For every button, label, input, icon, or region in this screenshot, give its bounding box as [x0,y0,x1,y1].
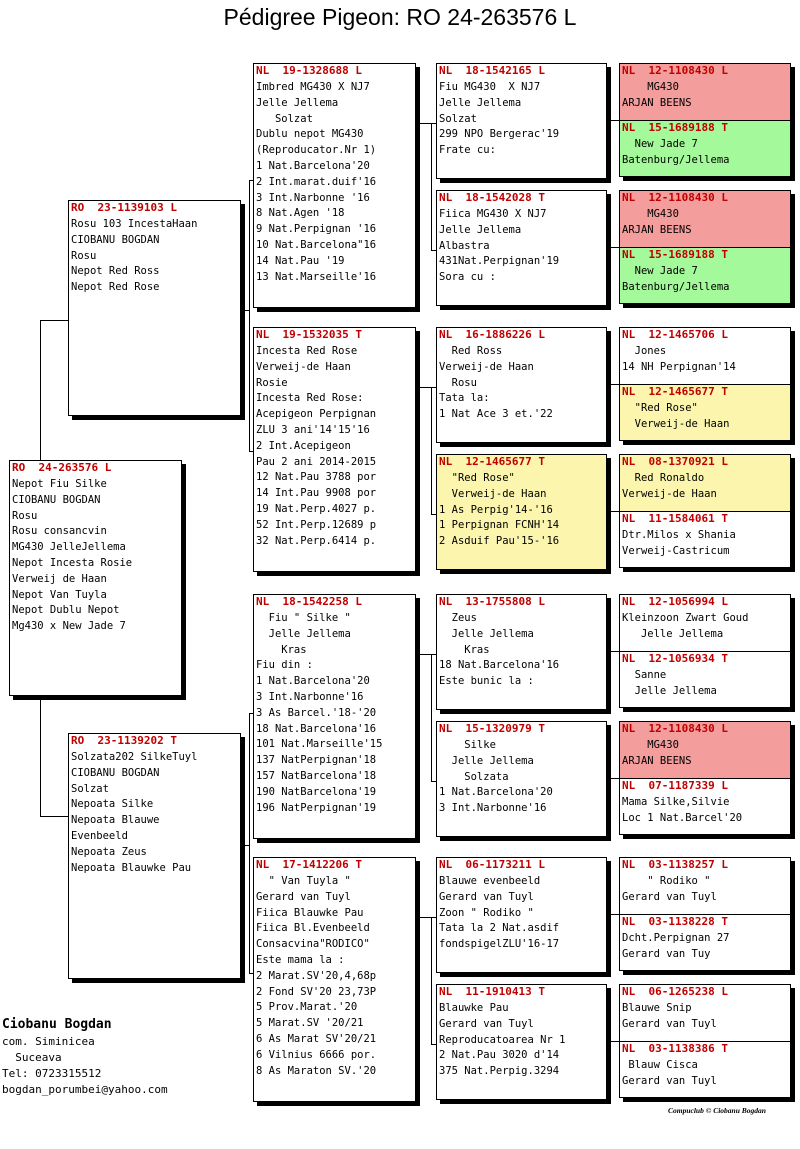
detail-line: Nepot Red Ross [71,265,160,278]
connector-line [416,654,431,655]
ring-number: RO 23-1139103 L [71,201,177,214]
connector-line [431,123,436,124]
connector-line [431,123,432,251]
pigeon-details [620,668,790,700]
dam-half [620,778,790,835]
detail-line: Este mama la : [256,953,345,966]
detail-line: 8 Nat.Agen '18 [256,207,345,220]
pigeon-details [437,80,606,159]
great-grandparent-card [436,594,607,710]
grandparent-card [253,327,416,572]
ring-number: NL 12-1108430 L [622,722,728,735]
pigeon-details [437,738,606,817]
detail-line: "Red Rose" [622,402,698,414]
detail-line: Rosie [256,376,288,389]
detail-line: 1 Nat.Barcelona'20 [256,675,370,688]
connector-line [607,120,619,121]
subject-pigeon-card [9,460,182,696]
detail-line: CIOBANU BOGDAN [71,766,160,779]
detail-line: 157 NatBarcelona'18 [256,769,377,782]
ring-number: NL 18-1542165 L [439,64,545,77]
pigeon-details [620,528,790,560]
dam-half [620,651,790,708]
great-grandparent-card [436,721,607,837]
pigeon-details [254,874,415,1079]
sire-half [620,985,790,1041]
detail-line: Jelle Jellema [439,223,522,236]
owner-line: Tel: 0723315512 [2,1067,102,1080]
detail-line: Sora cu : [439,271,496,284]
grandparent-card [253,594,416,839]
footer-credit: Compuclub © Ciobanu Bogdan [668,1106,766,1115]
detail-line: Solzat [256,112,313,125]
detail-line: Solzata [439,770,509,783]
detail-line: Batenburg/Jellema [622,153,730,166]
detail-line: Albastra [439,239,490,252]
pigeon-details [254,80,415,285]
pigeon-details [620,401,790,433]
detail-line: 1 Nat Ace 3 et.'22 [439,408,553,421]
detail-line: Dublu nepot MG430 [256,128,364,141]
detail-line: Nepot Van Tuyla [12,588,107,601]
detail-line: 12 Nat.Pau 3788 por [256,471,377,484]
great-great-grandparents-card [619,857,791,971]
connector-line [241,845,249,846]
dam-half [620,384,790,441]
sire-half [620,64,790,120]
great-grandparent-card [436,984,607,1100]
detail-line: Mg430 x New Jade 7 [12,620,126,633]
detail-line: 14 Int.Pau 9908 por [256,487,377,500]
detail-line: 32 Nat.Perp.6414 p. [256,534,377,547]
detail-line: Nepoata Silke [71,798,154,811]
great-great-grandparents-card [619,327,791,441]
detail-line: 8 As Maraton SV.'20 [256,1064,377,1077]
sire-half [620,328,790,384]
detail-line: 3 Int.Narbonne '16 [256,191,370,204]
detail-line: 2 Marat.SV'20,4,68p [256,969,377,982]
ring-number: NL 06-1265238 L [622,985,728,998]
detail-line: Sanne [622,669,667,681]
pigeon-details [437,344,606,423]
ring-number: NL 15-1689188 T [622,121,728,134]
detail-line: New Jade 7 [622,138,698,150]
connector-line [40,696,41,816]
detail-line: 18 Nat.Barcelona'16 [256,722,377,735]
detail-line: Nepoata Zeus [71,845,147,858]
ring-number: RO 24-263576 L [12,461,112,474]
sire-half [620,858,790,914]
detail-line: Gerard van Tuyl [622,890,717,903]
pigeon-details [620,264,790,296]
sire-half [620,191,790,247]
detail-line: Pau 2 ani 2014-2015 [256,455,377,468]
detail-line: 3 Int.Narbonne'16 [439,802,547,815]
great-grandparent-card [436,454,607,570]
detail-line: Jelle Jellema [439,96,522,109]
detail-line: ARJAN BEENS [622,223,692,236]
connector-line [431,1044,436,1045]
owner-line: bogdan_porumbei@yahoo.com [2,1083,168,1096]
ring-number: NL 18-1542258 L [256,595,362,608]
grandparent-card [253,63,416,308]
detail-line: CIOBANU BOGDAN [12,493,101,506]
detail-line: Nepot Fiu Silke [12,478,107,490]
detail-line: Rosu consancvin [12,525,107,538]
pigeon-details [620,1058,790,1090]
detail-line: 14 Nat.Pau '19 [256,254,345,267]
detail-line: 9 Nat.Perpignan '16 [256,223,377,236]
ring-number: NL 12-1108430 L [622,64,728,77]
detail-line: Gerard van Tuyl [439,1017,534,1030]
detail-line: 2 Nat.Pau 3020 d'14 [439,1049,560,1062]
detail-line: Verweij-Castricum [622,544,730,557]
ring-number: NL 12-1108430 L [622,191,728,204]
detail-line: (Reproducator.Nr 1) [256,144,377,157]
connector-line [241,310,249,311]
detail-line: 2 Asduif Pau'15-'16 [439,535,560,548]
detail-line: Jelle Jellema [439,754,534,767]
ring-number: NL 17-1412206 T [256,858,362,871]
pigeon-details [69,217,240,296]
connector-line [431,917,436,918]
detail-line: 6 Vilnius 6666 por. [256,1048,377,1061]
detail-line: Tata la: [439,392,490,405]
detail-line: Blauwke Pau [439,1002,509,1014]
detail-line: Acepigeon Perpignan [256,408,377,421]
pigeon-details [620,611,790,643]
owner-line: Suceava [2,1051,62,1064]
detail-line: 10 Nat.Barcelona"16 [256,238,377,251]
detail-line: 196 NatPerpignan'19 [256,801,377,814]
ring-number: NL 16-1886226 L [439,328,545,341]
detail-line: Consacvina"RODICO" [256,938,370,951]
connector-line [416,917,431,918]
sire-half [620,722,790,778]
ring-number: NL 19-1532035 T [256,328,362,341]
detail-line: Incesta Red Rose: [256,392,364,405]
connector-line [607,511,619,512]
detail-line: Zoon " Rodiko " [439,906,534,919]
detail-line: ARJAN BEENS [622,96,692,109]
great-great-grandparents-card [619,63,791,177]
detail-line: Jones [622,345,667,357]
connector-line [431,514,436,515]
detail-line: Nepot Incesta Rosie [12,556,133,569]
ring-number: NL 18-1542028 T [439,191,545,204]
detail-line: 1 Nat.Barcelona'20 [256,159,370,172]
connector-line [249,713,253,714]
detail-line: Gerard van Tuyl [622,1074,717,1087]
detail-line: 18 Nat.Barcelona'16 [439,659,560,672]
pigeon-details [437,207,606,286]
detail-line: ZLU 3 ani'14'15'16 [256,423,370,436]
owner-contact [2,1016,168,1098]
detail-line: Dtr.Milos x Shania [622,529,736,541]
detail-line: 101 Nat.Marseille'15 [256,738,383,751]
pigeon-details [620,80,790,112]
detail-line: Fiu " Silke " [256,612,351,624]
pigeon-details [437,471,606,550]
detail-line: Verweij-de Haan [439,487,547,500]
detail-line: Dcht.Perpignan 27 [622,932,730,944]
detail-line: "Red Rose" [439,472,515,484]
detail-line: Jelle Jellema [256,627,351,640]
sire-half [620,455,790,511]
detail-line: MG430 JelleJellema [12,541,126,554]
detail-line: Fiica Bl.Evenbeeld [256,922,370,935]
page-title: Pédigree Pigeon: RO 24-263576 L [223,4,577,30]
detail-line: Zeus [439,612,477,624]
detail-line: Kras [256,643,307,656]
great-great-grandparents-card [619,454,791,568]
pigeon-details [620,795,790,827]
connector-line [416,387,431,388]
detail-line: Gerard van Tuyl [622,1017,717,1030]
detail-line: Rosu [12,509,38,522]
ring-number: NL 11-1584061 T [622,512,728,525]
dam-card [68,733,241,979]
detail-line: Rosu [71,249,97,262]
detail-line: Tata la 2 Nat.asdif [439,922,560,935]
dam-half [620,120,790,177]
detail-line: Reproducatoarea Nr 1 [439,1033,566,1046]
sire-half [620,595,790,651]
detail-line: 3 As Barcel.'18-'20 [256,706,377,719]
great-great-grandparents-card [619,190,791,304]
detail-line: Fiica MG430 X NJ7 [439,208,547,220]
grandparent-card [253,857,416,1102]
connector-line [607,778,619,779]
pigeon-details [620,471,790,503]
connector-line [431,387,432,515]
detail-line: Verweij de Haan [12,572,107,585]
detail-line: Gerard van Tuyl [256,890,351,903]
detail-line: Blauwe evenbeeld [439,875,541,887]
ring-number: NL 12-1465706 L [622,328,728,341]
dam-half [620,914,790,971]
great-grandparent-card [436,857,607,973]
sire-card [68,200,241,416]
detail-line: Fiu MG430 X NJ7 [439,81,541,93]
detail-line: Gerard van Tuy [622,947,711,960]
connector-line [249,180,253,181]
great-great-grandparents-card [619,721,791,835]
detail-line: 2 Int.Acepigeon [256,439,351,452]
detail-line: fondspigelZLU'16-17 [439,938,560,951]
connector-line [40,816,68,817]
great-great-grandparents-card [619,984,791,1098]
detail-line: Solzata202 SilkeTuyl [71,751,198,763]
detail-line: 6 As Marat SV'20/21 [256,1032,377,1045]
detail-line: " Rodiko " [622,875,711,887]
connector-line [431,250,436,251]
detail-line: Nepoata Blauwke Pau [71,861,192,874]
detail-line: Kras [439,643,490,656]
detail-line: Este bunic la : [439,675,534,688]
detail-line: 137 NatPerpignan'18 [256,754,377,767]
detail-line: 431Nat.Perpignan'19 [439,255,560,268]
detail-line: Rosu [439,376,477,389]
pigeon-details [254,344,415,549]
pigeon-details [620,738,790,770]
ring-number: NL 15-1320979 T [439,722,545,735]
connector-line [431,654,432,782]
detail-line: Solzat [71,782,109,795]
ring-number: NL 12-1056994 L [622,595,728,608]
connector-line [607,247,619,248]
detail-line: 13 Nat.Marseille'16 [256,270,377,283]
ring-number: RO 23-1139202 T [71,734,177,747]
detail-line: Evenbeeld [71,829,128,842]
detail-line: New Jade 7 [622,265,698,277]
detail-line: 5 Marat.SV '20/21 [256,1017,364,1030]
detail-line: MG430 [622,739,679,751]
ring-number: NL 03-1138257 L [622,858,728,871]
ring-number: NL 03-1138228 T [622,915,728,928]
detail-line: Loc 1 Nat.Barcel'20 [622,811,743,824]
detail-line: 299 NPO Bergerac'19 [439,128,560,141]
detail-line: MG430 [622,81,679,93]
detail-line: Blauw Cisca [622,1059,698,1071]
pigeon-details [254,611,415,816]
ring-number: NL 03-1138386 T [622,1042,728,1055]
pigeon-details [69,750,240,876]
detail-line: Gerard van Tuyl [439,890,534,903]
ring-number: NL 15-1689188 T [622,248,728,261]
connector-line [431,917,432,1045]
detail-line: Nepot Dublu Nepot [12,604,120,617]
pigeon-details [10,477,181,635]
detail-line: 5 Prov.Marat.'20 [256,1001,358,1014]
detail-line: 14 NH Perpignan'14 [622,360,736,373]
detail-line: Red Ronaldo [622,472,705,484]
great-grandparent-card [436,190,607,306]
ring-number: NL 08-1370921 L [622,455,728,468]
great-grandparent-card [436,63,607,179]
connector-line [249,451,253,452]
connector-line [607,651,619,652]
detail-line: " Van Tuyla " [256,875,351,887]
detail-line: 19 Nat.Perp.4027 p. [256,502,377,515]
connector-line [607,384,619,385]
dam-half [620,511,790,568]
detail-line: Jelle Jellema [622,627,724,640]
pigeon-details [620,344,790,376]
great-grandparent-card [436,327,607,443]
connector-line [40,320,41,460]
detail-line: Frate cu: [439,144,496,157]
connector-line [249,713,250,973]
connector-line [607,1041,619,1042]
detail-line: Nepoata Blauwe [71,814,160,827]
detail-line: 52 Int.Perp.12689 p [256,518,377,531]
ring-number: NL 12-1465677 T [439,455,545,468]
connector-line [607,914,619,915]
pigeon-details [620,137,790,169]
detail-line: Verweij-de Haan [622,417,730,430]
dam-half [620,1041,790,1098]
connector-line [431,654,436,655]
detail-line: Verweij-de Haan [256,360,351,373]
detail-line: 3 Int.Narbonne'16 [256,690,364,703]
detail-line: 1 As Perpig'14-'16 [439,503,553,516]
dam-half [620,247,790,304]
pigeon-details [620,207,790,239]
owner-name: Ciobanu Bogdan [2,1017,112,1032]
detail-line: MG430 [622,208,679,220]
detail-line: Fiu din : [256,659,313,672]
detail-line: 1 Perpignan FCNH'14 [439,519,560,532]
detail-line: 2 Fond SV'20 23,73P [256,985,377,998]
ring-number: NL 19-1328688 L [256,64,362,77]
ring-number: NL 13-1755808 L [439,595,545,608]
connector-line [416,123,431,124]
ring-number: NL 06-1173211 L [439,858,545,871]
detail-line: Verweij-de Haan [622,487,717,500]
pigeon-details [437,611,606,690]
detail-line: 2 Int.marat.duif'16 [256,175,377,188]
detail-line: Incesta Red Rose [256,345,358,357]
detail-line: Nepot Red Rose [71,281,160,294]
detail-line: Fiica Blauwke Pau [256,906,364,919]
detail-line: 375 Nat.Perpig.3294 [439,1065,560,1078]
pigeon-details [620,1001,790,1033]
detail-line: Jelle Jellema [622,684,717,697]
detail-line: Rosu 103 IncestaHaan [71,218,198,230]
detail-line: Verweij-de Haan [439,360,534,373]
pigeon-details [437,1001,606,1080]
ring-number: NL 12-1465677 T [622,385,728,398]
connector-line [40,320,68,321]
detail-line: 190 NatBarcelona'19 [256,785,377,798]
pigeon-details [437,874,606,953]
pigeon-details [620,931,790,963]
detail-line: Solzat [439,112,477,125]
ring-number: NL 07-1187339 L [622,779,728,792]
connector-line [431,781,436,782]
detail-line: Silke [439,739,496,751]
detail-line: Red Ross [439,345,503,357]
detail-line: 1 Nat.Barcelona'20 [439,786,553,799]
connector-line [249,973,253,974]
owner-line: com. Siminicea [2,1035,95,1048]
detail-line: Batenburg/Jellema [622,280,730,293]
connector-line [249,180,250,452]
detail-line: CIOBANU BOGDAN [71,233,160,246]
ring-number: NL 11-1910413 T [439,985,545,998]
ring-number: NL 12-1056934 T [622,652,728,665]
detail-line: Mama Silke,Silvie [622,796,730,808]
detail-line: Blauwe Snip [622,1002,692,1014]
detail-line: ARJAN BEENS [622,754,692,767]
detail-line: Kleinzoon Zwart Goud [622,612,749,624]
detail-line: Imbred MG430 X NJ7 [256,81,370,93]
detail-line: Jelle Jellema [439,627,534,640]
connector-line [431,387,436,388]
detail-line: Jelle Jellema [256,96,339,109]
great-great-grandparents-card [619,594,791,708]
pigeon-details [620,874,790,906]
